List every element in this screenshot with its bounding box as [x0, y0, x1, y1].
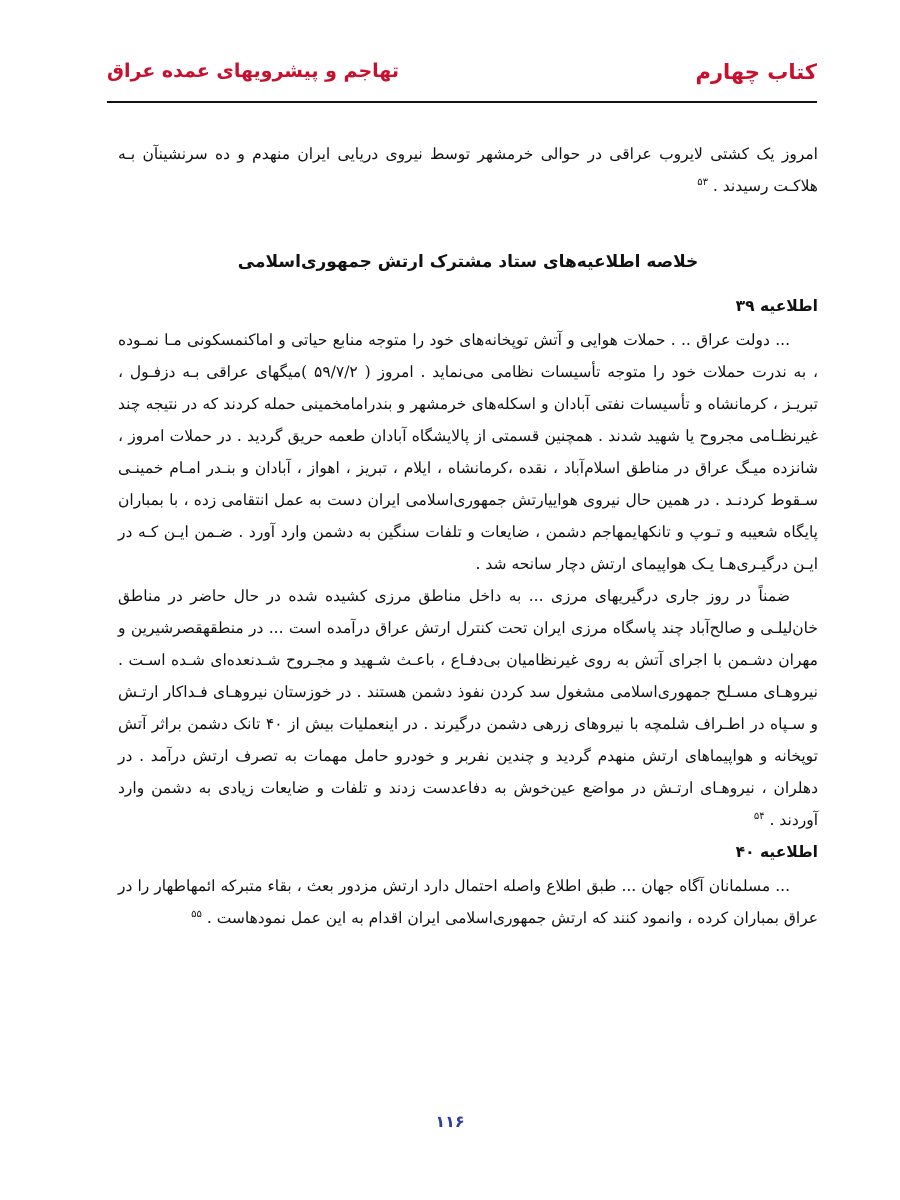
intro-paragraph [118, 138, 818, 202]
footnote-marker: ۵۴ [753, 810, 765, 822]
book-title: کتاب چهارم [695, 60, 817, 84]
notice-40-paragraph-1-text: ... مسلمانان آگاه جهان ... طبق اطلاع واصله احتمال دارد ارتش مزدور بعث ، بقاء متبرکه ائمهاطهار را در عراق بمباران کرده ، وانمود کنند که ارتش جمهوری‌اسلامی ایران اقدام به این عمل نمودهاست . [118, 877, 818, 927]
header-rule [107, 101, 817, 103]
notice-39-paragraph-1: ... دولت عراق .. . حملات هوایی و آتش توپخانه‌های خود را متوجه منابع حیاتی و اماکنمسکونی مـا نمـوده ، به ندرت حملات خود را متوجه تأسیسات نظامی می‌نماید . امروز ( ۵۹/۷/۲ )میگهای عراقی بـه دزفـول ، تبریـز ، کرمانشاه و تأسیسات نفتی آبادان و اسکله‌های خرمشهر و بندرامامخمینی حمله کردند که در نتیجه چند غیرنظـامی مجروح یا شهید شدند . همچنین قسمتی از پالایشگاه آبادان طعمه حریق گردید . در حملات امروز ، شانزده میـگ عراق در مناطق اسلام‌آباد ، نقده ،کرمانشاه ، ایلام ، تبریز ، اهواز ، آبادان و بنـدر امـام خمینـی سـقوط کردنـد . در همین حال نیروی هواییارتش جمهوری‌اسلامی ایران دست به عمل انتقامی زده ، با بمباران پایگاه شعیبه و تـوپ و تانکهایمهاجم دشمن ، ضایعات و تلفات سنگین به دشمن وارد آورد . ضـمن ایـن کـه در ایـن درگیـری‌هـا یـک هواپیمای ارتش دچار سانحه شد . [118, 331, 818, 573]
notice-40-paragraph-1 [118, 870, 818, 934]
footnote-marker: ۵۵ [191, 908, 202, 920]
intro-text: امروز یک کشتی لایروب عراقی در حوالی خرمشهر توسط نیروی دریایی ایران منهدم و ده سرنشینآن بـه هلاکـت رسیدند . [118, 145, 818, 195]
page-body [118, 138, 818, 934]
running-header [107, 52, 817, 92]
notice-39-paragraph-2 [118, 580, 818, 836]
page-number: ۱۱۶ [435, 1112, 465, 1131]
footnote-marker: ۵۳ [697, 176, 708, 188]
chapter-title: تهاجم و پیشرویهای عمده عراق [107, 60, 399, 82]
notice-39-paragraph-2-text: ضمناً در روز جاری درگیریهای مرزی ... به داخل مناطق مرزی کشیده شده در حال حاضر در مناطق خان‌لیلـی و صالح‌آباد چند پاسگاه مرزی ایران تحت کنترل ارتش عراق درآمده است ... در منطقهقصرشیرین و مهران دشـمن با اجرای آتش به روی غیرنظامیان بی‌دفـاع ، باعـث شـهید و مجـروح شـدنعده‌ای شـده اسـت . نیروهـای مسـلح جمهوری‌اسلامی مشغول سد کردن نفوذ دشمن هستند . در خوزستان نیروهـای فـداکار ارتـش و سـپاه در اطـراف شلمچه با نیروهای زرهی دشمن درگیرند . در اینعملیات بیش از ۴۰ تانک دشمن براثر آتش توپخانه و هواپیماهای ارتش منهدم گردید و چندین نفربر و خودرو حامل مهمات به تصرف ارتش درآمد . در دهلران ، نیروهـای ارتـش در مواضع عین‌خوش به دفاعدست زدند و تلفات و ضایعات زیادی به دشمن وارد آوردند . [118, 587, 818, 829]
section-heading: خلاصه اطلاعیه‌های ستاد مشترک ارتش جمهوری‌اسلامی [237, 252, 699, 272]
notice-39-title: اطلاعیه ۳۹ [735, 297, 818, 315]
notice-40-title: اطلاعیه ۴۰ [735, 843, 818, 861]
